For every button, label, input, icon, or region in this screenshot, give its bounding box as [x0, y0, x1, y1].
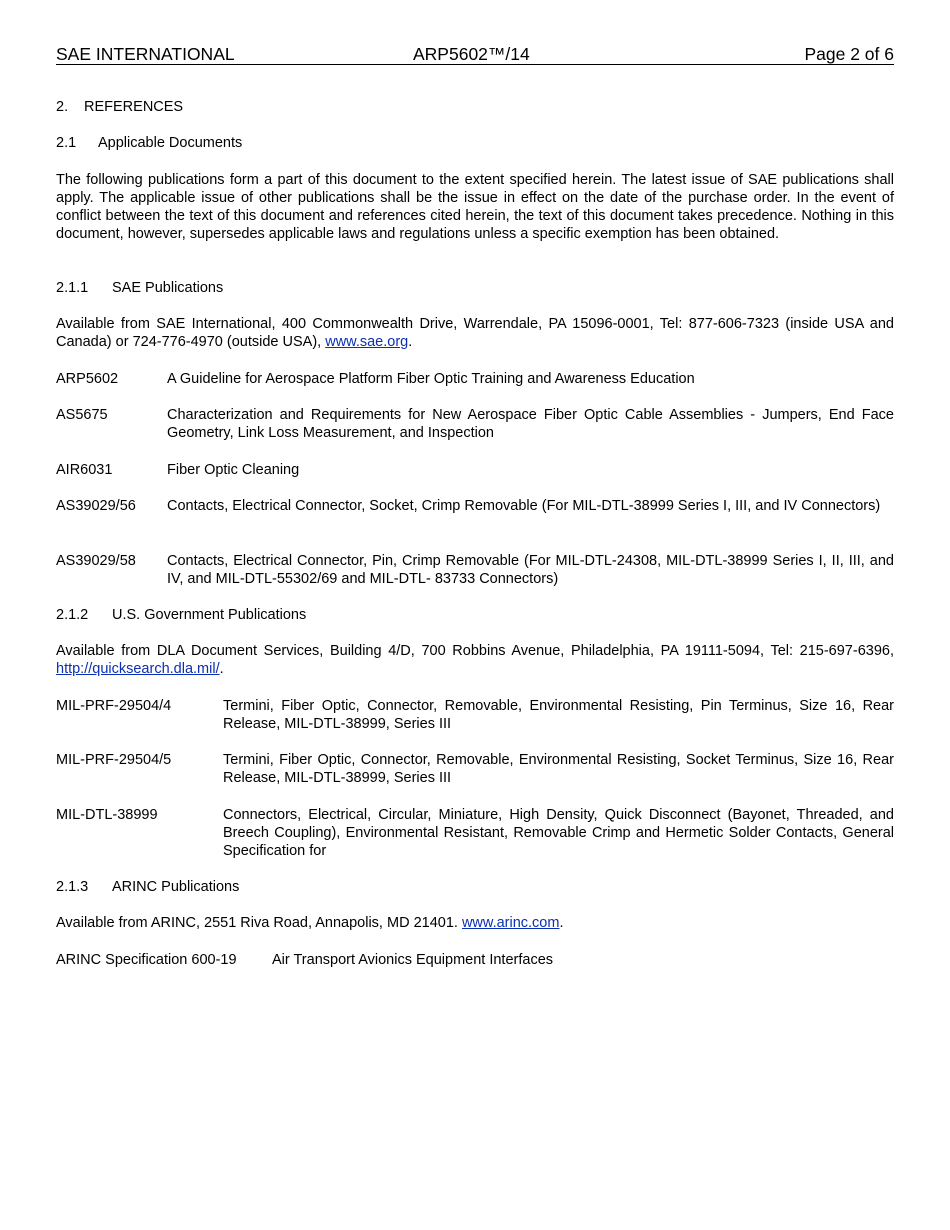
reference-entry: [56, 497, 894, 515]
reference-code: AS39029/58: [56, 553, 136, 569]
section-title: U.S. Government Publications: [112, 607, 307, 623]
reference-description: Termini, Fiber Optic, Connector, Removable, Environmental Resisting, Pin Terminus, Size 16, Rear Release, MIL-DTL-38999, Series III: [223, 698, 894, 732]
reference-code: MIL-PRF-29504/5: [56, 752, 172, 768]
reference-description: Termini, Fiber Optic, Connector, Removable, Environmental Resisting, Socket Terminus, Size 16, Rear Release, MIL-DTL-38999, Series III: [223, 752, 894, 786]
arinc-availability-paragraph: Available from ARINC, 2551 Riva Road, Annapolis, MD 21401. www.arinc.com.: [56, 915, 564, 931]
section-heading-references: [56, 98, 183, 116]
reference-description: Characterization and Requirements for New Aerospace Fiber Optic Cable Assemblies - Jumpers, End Face Geometry, Link Loss Measurement, and Inspection: [167, 407, 894, 441]
sae-website-link[interactable]: www.sae.org: [325, 334, 409, 350]
section-heading-sae-publications: [56, 279, 223, 297]
section-heading-applicable-documents: [56, 134, 242, 152]
section-title: ARINC Publications: [112, 879, 240, 895]
availability-text: Available from DLA Document Services, Building 4/D, 700 Robbins Avenue, Philadelphia, PA 19111-5094, Tel: 215-697-6396,: [56, 643, 894, 659]
header-doc-id: ARP5602™/14: [413, 44, 530, 64]
reference-entry: [56, 552, 894, 588]
reference-description: Fiber Optic Cleaning: [167, 462, 300, 478]
availability-text: Available from ARINC, 2551 Riva Road, Annapolis, MD 21401.: [56, 915, 462, 931]
header-page-number: Page 2 of 6: [804, 44, 894, 64]
reference-description: Contacts, Electrical Connector, Pin, Crimp Removable (For MIL-DTL-24308, MIL-DTL-38999 Series I, II, III, and IV, and MIL-DTL-55302/69 and MIL-DTL- 83733 Connectors): [167, 553, 894, 587]
dla-availability-paragraph: Available from DLA Document Services, Building 4/D, 700 Robbins Avenue, Philadelphia, PA 19111-5094, Tel: 215-697-6396, http://quicksearch.dla.mil/.: [56, 643, 894, 677]
reference-code: AS39029/56: [56, 498, 136, 514]
reference-entry: [56, 406, 894, 442]
reference-description: Air Transport Avionics Equipment Interfaces: [272, 952, 554, 968]
reference-code: ARP5602: [56, 371, 119, 387]
section-number: 2.1: [56, 135, 77, 151]
availability-text: Available from SAE International, 400 Commonwealth Drive, Warrendale, PA 15096-0001, Tel: 877-606-7323 (inside USA and Canada) or 724-776-4970 (outside USA),: [56, 316, 894, 350]
header-org: SAE INTERNATIONAL: [56, 44, 235, 64]
section-heading-arinc-publications: [56, 878, 239, 896]
section-heading-us-government-publications: [56, 606, 306, 624]
reference-code: MIL-DTL-38999: [56, 807, 158, 823]
reference-description: Connectors, Electrical, Circular, Miniature, High Density, Quick Disconnect (Bayonet, Threaded, and Breech Coupling), Environmental Resistant, Removable Crimp and Hermetic Solder Contacts, General Specification for: [223, 807, 894, 859]
arinc-website-link[interactable]: www.arinc.com: [461, 915, 560, 931]
reference-entry: [56, 806, 894, 860]
page-header: [56, 44, 894, 65]
dla-website-link[interactable]: http://quicksearch.dla.mil/: [56, 661, 220, 677]
reference-entry: [56, 751, 894, 787]
section-title: Applicable Documents: [98, 135, 243, 151]
reference-code: ARINC Specification 600-19: [56, 952, 237, 968]
reference-entry: [56, 697, 894, 733]
reference-description: Contacts, Electrical Connector, Socket, Crimp Removable (For MIL-DTL-38999 Series I, III, and IV Connectors): [167, 498, 881, 514]
section-number: 2.: [56, 99, 69, 115]
applicable-documents-paragraph: The following publications form a part of this document to the extent specified herein. The latest issue of SAE publications shall apply. The applicable issue of other publications shall be the issue in effect on the date of the purchase order. In the event of conflict between the text of this document and references cited herein, the text of this document takes precedence. Nothing in this document, however, supersedes applicable laws and regulations unless a specific exemption has been obtained.: [56, 172, 894, 242]
reference-code: MIL-PRF-29504/4: [56, 698, 172, 714]
reference-description: A Guideline for Aerospace Platform Fiber Optic Training and Awareness Education: [167, 371, 695, 387]
reference-entry: [56, 951, 894, 969]
section-number: 2.1.3: [56, 879, 89, 895]
reference-entry: [56, 461, 894, 479]
section-number: 2.1.1: [56, 280, 89, 296]
reference-code: AS5675: [56, 407, 108, 423]
section-title: REFERENCES: [84, 99, 184, 115]
reference-code: AIR6031: [56, 462, 113, 478]
sae-availability-paragraph: Available from SAE International, 400 Commonwealth Drive, Warrendale, PA 15096-0001, Tel: 877-606-7323 (inside USA and Canada) or 724-776-4970 (outside USA), www.sae.org.: [56, 316, 894, 350]
section-number: 2.1.2: [56, 607, 89, 623]
reference-entry: [56, 370, 894, 388]
section-title: SAE Publications: [112, 280, 224, 296]
